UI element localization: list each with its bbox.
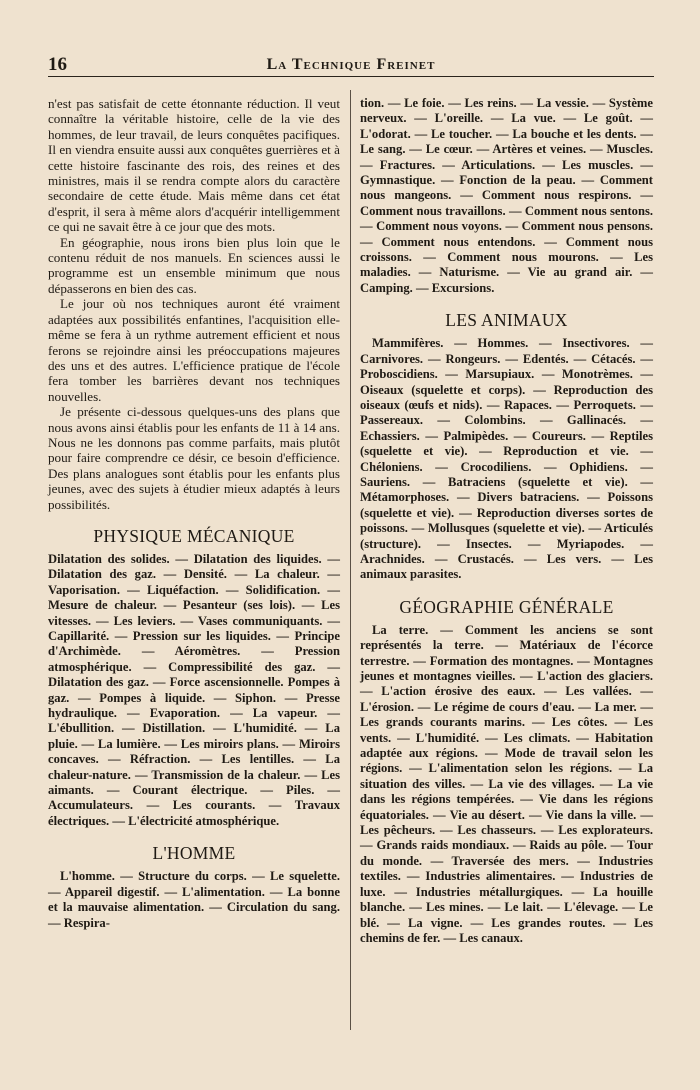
paragraph-4: Je présente ci-dessous quelques-uns des plans que nous avons ainsi établis pour les enfants de 11 à 14 ans. Nous ne les donnons pas comme parfaits, mais plutôt pour faire comprendre ce désir, ce besoin d'efficience. Des plans analogues sont établis pour les enfants plus jeunes, avec des sujets à étudier mieux adaptés à leurs possibilités. — [48, 404, 340, 512]
page-header — [48, 52, 654, 77]
left-column — [48, 96, 340, 931]
page-number: 16 — [48, 54, 67, 75]
right-column — [360, 96, 653, 946]
list-homme: L'homme. — Structure du corps. — Le squelette. — Appareil digestif. — L'alimentation. — La bonne et la mauvaise alimentation. — Circulation du sang. — Respira- — [48, 869, 340, 930]
heading-homme: L'HOMME — [152, 843, 236, 864]
list-homme-continued: tion. — Le foie. — Les reins. — La vessie. — Système nerveux. — L'oreille. — La vue. — Le goût. — L'odorat. — Le toucher. — La bouche et les dents. — Le sang. — Le cœur. — Artères et veines. — Muscles. — Fractures. — Articulations. — Les muscles. — Gymnastique. — Fonction de la peau. — Comment nous mangeons. — Comment nous respirons. — Comment nous travaillons. — Comment nous sentons. — Comment nous voyons. — Comment nous pensons. — Comment nous entendons. — Comment nous croissons. — Comment nous mourons. — Les maladies. — Naturisme. — Vie au grand air. — Camping. — Excursions. — [360, 96, 653, 295]
heading-physique: PHYSIQUE MÉCANIQUE — [93, 525, 295, 546]
list-animaux: Mammifères. — Hommes. — Insectivores. — Carnivores. — Rongeurs. — Edentés. — Cétacés. — Proboscidiens. — Marsupiaux. — Monotrèmes. — Oiseaux (squelette et corps). — Reproduction des oiseaux (œufs et nids). — Rapaces. — Perroquets. — Passereaux. — Colombins. — Gallinacés. — Echassiers. — Palmipèdes. — Coureurs. — Reptiles (squelette et vie). — Reproduction et vie. — Chéloniens. — Crocodiliens. — Ophidiens. — Sauriens. — Batraciens (squelette et vie). — Métamorphoses. — Divers batraciens. — Poissons (squelette et vie). — Reproduction diverses sortes de poissons. — Mollusques (squelette et vie). — Articulés (structure). — Insectes. — Myriapodes. — Arachnides. — Crustacés. — Les vers. — Les animaux parasites. — [360, 336, 653, 582]
list-geographie: La terre. — Comment les anciens se sont représentés la terre. — Matériaux de l'écorce terrestre. — Formation des montagnes. — Montagnes jeunes et montagnes vieilles. — L'action des glaciers. — L'action érosive des eaux. — Les vallées. — L'érosion. — Le régime de cours d'eau. — La mer. — Les grands courants marins. — Les côtes. — Les vents. — L'humidité. — Les climats. — Habitation adaptée aux régions. — Mode de travail selon les régions. — L'alimentation selon les régions. — La situation des villes. — La vie des villages. — La vie dans les régions tempérées. — Vie dans les régions équatoriales. — Vie au désert. — Vie dans la ville. — Les pêcheurs. — Les chasseurs. — Les explorateurs. — Grands raids mondiaux. — Raids au pôle. — Tour du monde. — Traversée des mers. — Industries textiles. — Industries alimentaires. — Industries de luxe. — Industries métallurgiques. — La houille blanche. — Les mines. — Le lait. — L'élevage. — Le blé. — La vigne. — Les grandes routes. — Les chemins de fer. — Les canaux. — [360, 622, 653, 945]
column-divider — [350, 90, 351, 1030]
heading-animaux: LES ANIMAUX — [445, 310, 568, 331]
paragraph-2: En géographie, nous irons bien plus loin que le contenu réduit de nos manuels. En sciences aussi le programme est un ensemble minimum que nous dépasserons en bien des cas. — [48, 234, 340, 296]
list-physique: Dilatation des solides. — Dilatation des liquides. — Dilatation des gaz. — Densité. — La chaleur. — Vaporisation. — Liquéfaction. — Solidification. — Mesure de chaleur. — Pesanteur (ses lois). — Les vitesses. — Les leviers. — Vases communiquants. — Capillarité. — Pression sur les liquides. — Principe d'Archimède. — Aéromètres. — Pression atmosphérique. — Compressibilité des gaz. — Dilatation des gaz. — Force ascensionnelle. Pompes à gaz. — Pompes à liquide. — Siphon. — Presse hydraulique. — Evaporation. — La vapeur. — L'ébullition. — Distillation. — L'humidité. — La pluie. — La lumière. — Les miroirs plans. — Miroirs concaves. — Réfraction. — Les lentilles. — La chaleur-nature. — Transmission de la chaleur. — Les aimants. — Courant électrique. — Piles. — Accumulateurs. — Les courants. — Travaux électriques. — L'électricité atmosphérique. — [48, 551, 340, 828]
heading-geographie: GÉOGRAPHIE GÉNÉRALE — [399, 596, 614, 617]
paragraph-1: n'est pas satisfait de cette étonnante réduction. Il veut connaître la véritable histoire, celle de la vie des hommes, de leur travail, de leurs conquêtes pacifiques. Il en viendra ensuite aussi aux conquêtes guerrières et à cette histoire fascinante des rois, des reines et des ministres, mais il se rendra compte alors du caractère secondaire de cette étude. Mais même dans cet état d'esprit, il sera à même alors d'acquérir intelligemment ce qui ne savait être à ce jour que des mots. — [48, 96, 340, 235]
running-title: La Technique Freinet — [266, 56, 436, 73]
paragraph-3: Le jour où nos techniques auront été vraiment adaptées aux possibilités enfantines, l'acquisition elle-même se fera à un rythme autrement efficient et nous ferons se rejoindre ainsi les préoccupations majeures des uns et des autres. L'efficience pratique de l'école fera tomber les barrières devant nos techniques nouvelles. — [48, 296, 340, 404]
